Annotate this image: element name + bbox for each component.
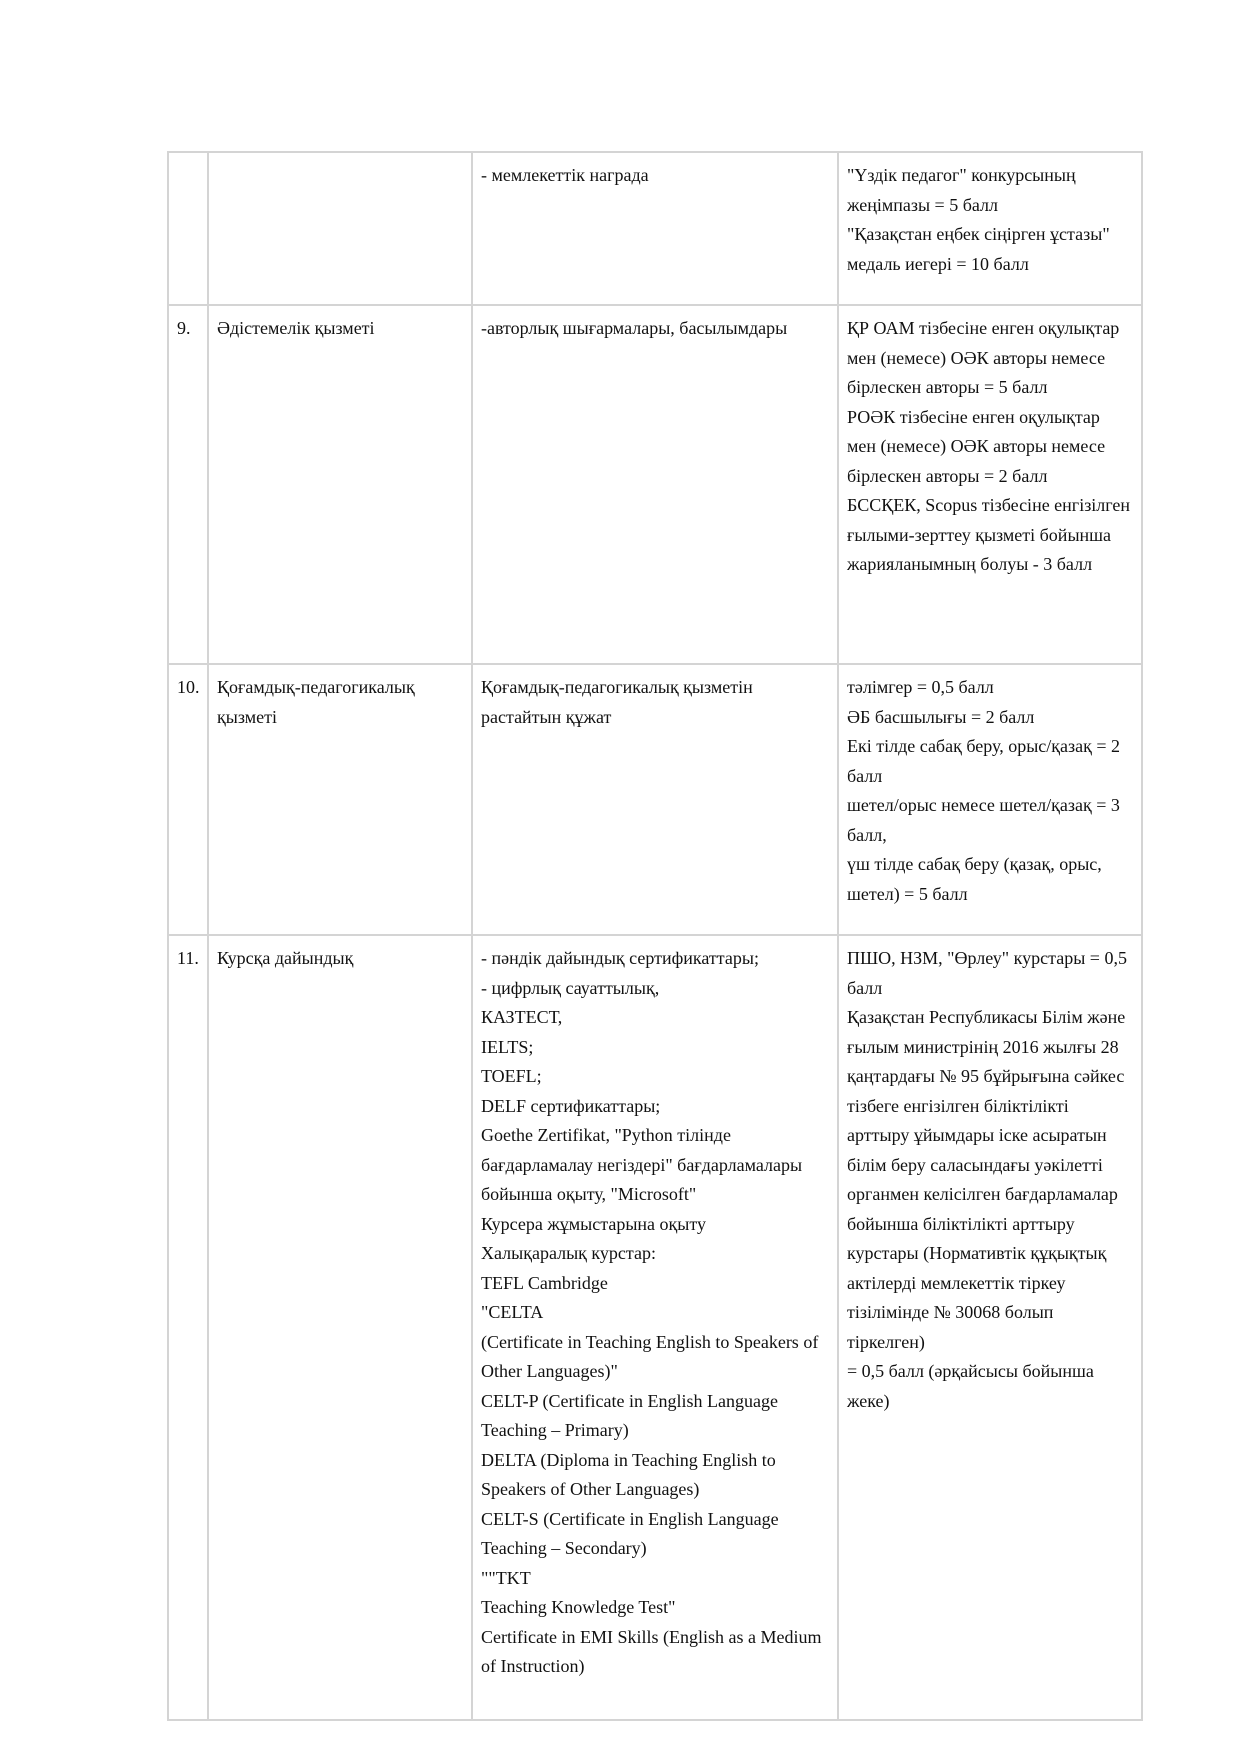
- criterion-title-cell: [208, 664, 472, 935]
- row-number: 9.: [177, 318, 191, 338]
- document-item: TEFL Cambridge: [481, 1272, 608, 1293]
- table-row: [168, 305, 1142, 664]
- points-item: ҚР ОАМ тізбесіне енген оқулықтар мен (немесе) ОӘК авторы немесе бірлескен авторы = 5 балл: [847, 318, 1120, 397]
- row-number-cell: [168, 305, 208, 664]
- points-item: Екі тілде сабақ беру, орыс/қазақ = 2 балл: [847, 736, 1121, 786]
- document-item: - цифрлық сауаттылық,: [481, 977, 660, 998]
- points-cell: [838, 935, 1142, 1720]
- points-item: "Үздік педагог" конкурсының жеңімпазы = 5 балл: [847, 165, 1076, 215]
- row-number: 11.: [177, 948, 199, 968]
- document-item: DELTA (Diploma in Teaching English to Speakers of Other Languages): [481, 1449, 776, 1499]
- points-item: РОӘК тізбесіне енген оқулықтар мен (немесе) ОӘК авторы немесе бірлескен авторы = 2 балл: [847, 406, 1106, 486]
- points-cell: [838, 152, 1142, 305]
- document-item: IELTS;: [481, 1036, 534, 1057]
- document-item: CELT-S (Certificate in English Language Teaching – Secondary): [481, 1508, 779, 1558]
- points-item: ПШО, НЗМ, "Өрлеу" курстары = 0,5 балл: [847, 948, 1127, 998]
- document-item: - пәндік дайындық сертификаттары;: [481, 948, 759, 968]
- documents-cell: [472, 152, 838, 305]
- document-item: -авторлық шығармалары, басылымдары: [481, 318, 788, 338]
- criteria-table: [167, 151, 1143, 1721]
- document-item: Курсера жұмыстарына оқыту: [481, 1213, 707, 1234]
- document-item: Goethe Zertifikat, "Python тілінде бағдарламалау негіздері" бағдарламалары бойынша оқыту, "Microsoft": [481, 1125, 803, 1204]
- criterion-title: Курсқа дайындық: [217, 948, 354, 968]
- criteria-table-body: [168, 152, 1142, 1720]
- document-item: Certificate in EMI Skills (English as a Medium of Instruction): [481, 1626, 822, 1676]
- table-row: [168, 152, 1142, 305]
- points-item: = 0,5 балл (әрқайсысы бойынша жеке): [847, 1361, 1094, 1411]
- criterion-title-cell: [208, 935, 472, 1720]
- row-number-cell: [168, 664, 208, 935]
- documents-cell: [472, 305, 838, 664]
- points-cell: [838, 305, 1142, 664]
- points-cell: [838, 664, 1142, 935]
- criterion-title-cell: [208, 152, 472, 305]
- points-item: шетел/орыс немесе шетел/қазақ = 3 балл,: [847, 795, 1120, 845]
- points-item: тәлімгер = 0,5 балл: [847, 677, 994, 697]
- documents-cell: [472, 664, 838, 935]
- document-item: "CELTA: [481, 1302, 544, 1322]
- document-item: DELF сертификаттары;: [481, 1095, 661, 1116]
- document-item: КАЗТЕСТ,: [481, 1007, 563, 1027]
- points-item: ӘБ басшылығы = 2 балл: [847, 706, 1035, 727]
- document-item: Халықаралық курстар:: [481, 1243, 656, 1263]
- document-item: CELT-P (Certificate in English Language Teaching – Primary): [481, 1390, 778, 1440]
- row-number-cell: [168, 935, 208, 1720]
- documents-cell: [472, 935, 838, 1720]
- criterion-title: Әдістемелік қызметі: [217, 318, 375, 338]
- document-item: Teaching Knowledge Test": [481, 1597, 676, 1617]
- points-item: "Қазақстан еңбек сіңірген ұстазы" медаль иегері = 10 балл: [847, 224, 1110, 274]
- criterion-title-cell: [208, 305, 472, 664]
- row-number-cell: [168, 152, 208, 305]
- document-item: TOEFL;: [481, 1066, 542, 1086]
- table-row: [168, 935, 1142, 1720]
- document-item: ""TKT: [481, 1567, 531, 1588]
- document-item: Қоғамдық-педагогикалық қызметін растайтын құжат: [481, 677, 753, 727]
- points-item: БССҚЕК, Scopus тізбесіне енгізілген ғылыми-зерттеу қызметі бойынша жарияланымның болуы - 3 балл: [847, 495, 1131, 574]
- document-item: (Certificate in Teaching English to Speakers of Other Languages)": [481, 1331, 819, 1381]
- row-number: 10.: [177, 677, 200, 697]
- points-item: үш тілде сабақ беру (қазақ, орыс, шетел) = 5 балл: [847, 854, 1102, 904]
- points-item: Қазақстан Республикасы Білім және ғылым министрінің 2016 жылғы 28 қаңтардағы № 95 бұйрығына сәйкес тізбеге енгізілген біліктілікті арттыру ұйымдары іске асыратын білім беру саласындағы уәкілетті органмен келісілген бағдарламалар бойынша біліктілікті арттыру курстары (Нормативтік құқықтық актілерді мемлекеттік тіркеу тізілімінде № 30068 болып тіркелген): [847, 1007, 1126, 1352]
- table-row: [168, 664, 1142, 935]
- criterion-title: Қоғамдық-педагогикалық қызметі: [217, 677, 415, 727]
- document-item: - мемлекеттік награда: [481, 165, 649, 185]
